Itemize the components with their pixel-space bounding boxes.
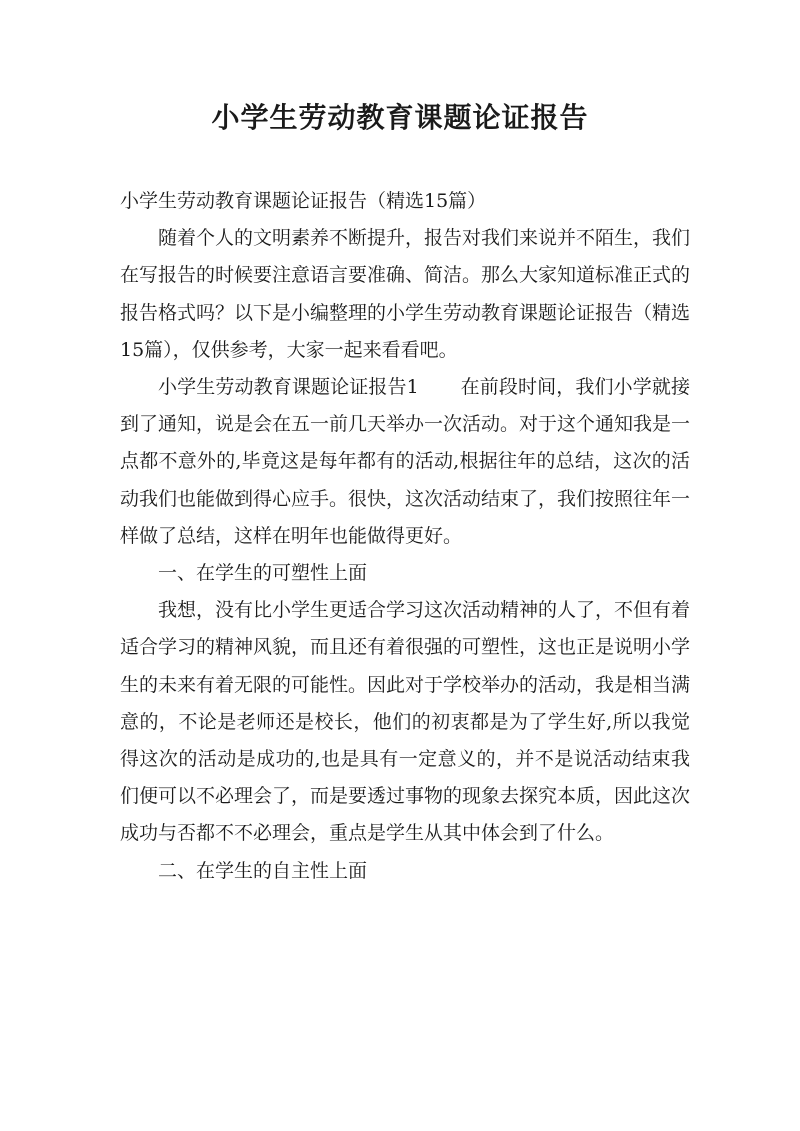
document-body xyxy=(120,183,690,890)
document-subtitle: 小学生劳动教育课题论证报告（精选15篇） xyxy=(120,190,487,212)
paragraph-2: 我想，没有比小学生更适合学习这次活动精神的人了，不但有着适合学习的精神风貌，而且还有着很强的可塑性，这也正是说明小学生的未来有着无限的可能性。因此对于学校举办的活动，我是相当满意的，不论是老师还是校长，他们的初衷都是为了学生好,所以我觉得这次的活动是成功的,也是具有一定意义的，并不是说活动结束我们便可以不必理会了，而是要透过事物的现象去探究本质，因此这次成功与否都不不必理会，重点是学生从其中体会到了什么。 xyxy=(120,599,691,845)
intro-paragraph: 随着个人的文明素养不断提升，报告对我们来说并不陌生，我们在写报告的时候要注意语言要准确、简洁。那么大家知道标准正式的报告格式吗？以下是小编整理的小学生劳动教育课题论证报告（精选15篇），仅供参考，大家一起来看看吧。 xyxy=(120,227,691,361)
section-heading-1: 一、在学生的可塑性上面 xyxy=(158,562,368,585)
document-title: 小学生劳动教育课题论证报告 xyxy=(211,101,589,134)
section1-title: 小学生劳动教育课题论证报告1 xyxy=(158,376,419,399)
section1-body: 在前段时间，我们小学就接到了通知，说是会在五一前几天举办一次活动。对于这个通知我是一点都不意外的,毕竟这是每年都有的活动,根据往年的总结，这次的活动我们也能做到得心应手。很快，这次活动结束了，我们按照往年一样做了总结，这样在明年也能做得更好。 xyxy=(120,376,691,547)
section1-paragraph xyxy=(120,369,690,555)
section-heading-2: 二、在学生的自主性上面 xyxy=(158,859,368,882)
